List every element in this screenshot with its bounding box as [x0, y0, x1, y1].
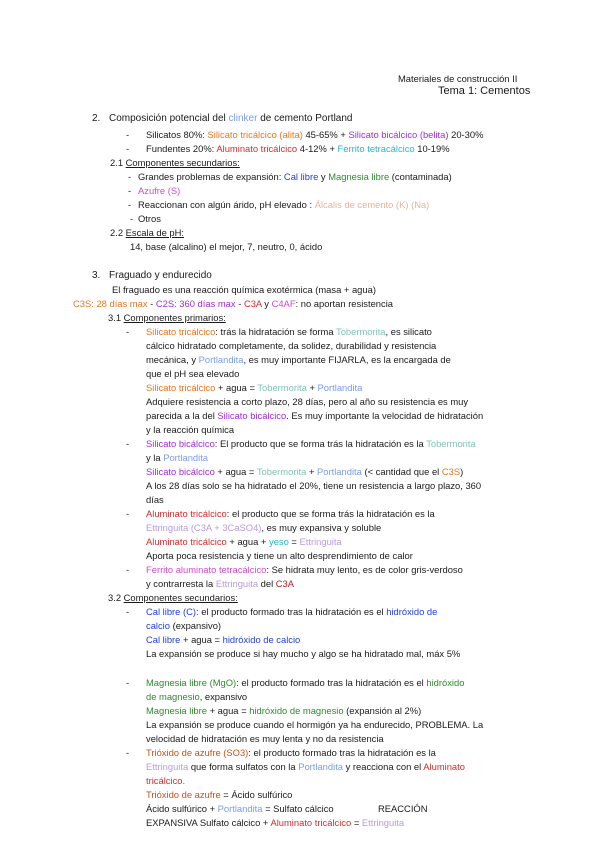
section-2-number: 2. [92, 113, 101, 124]
subsection-3-1: 3.1 Componentes primarios: [108, 312, 226, 323]
subsection-2-1: 2.1 Componentes secundarios: [110, 157, 240, 168]
p3-line1: Aluminato tricálcico: el producto que se forma trás la hidratación es la [146, 508, 435, 519]
q3-line2: Ettringuita que forma sulfatos con la Portlandita y reacciona con el Aluminato [146, 761, 465, 772]
q1-line4: La expansión se produce si hay mucho y algo se ha hidratado mal, máx 5% [146, 648, 461, 659]
q3-line4: Trióxido de azufre = Ácido sulfúrico [146, 789, 293, 800]
fraguado-intro: El fraguado es una reacción química exotérmica (masa + agua) [112, 284, 376, 295]
p2-line3: Silicato bicálcico + agua = Tobermorita + Portlandita (< cantidad que el C3S) [146, 466, 464, 477]
q2-line2: de magnesio, expansivo [146, 691, 248, 702]
bullet-dash: - [126, 129, 130, 140]
bullet-dash: - [126, 606, 130, 617]
p4-line1: Ferrito aluminato tetracálcico: Se hidrata muy lento, es de color gris-verdoso [146, 564, 463, 575]
bullet-dash: - [128, 171, 132, 182]
silicatos-line: Silicatos 80%: Silicato tricálcico (alita) 45-65% + Silicato bicálcico (belita) 20-30% [146, 129, 484, 140]
bullet-dash: - [126, 438, 130, 449]
p3-line4: Aporta poca resistencia y tiene un alto desprendimiento de calor [146, 550, 413, 561]
fraguado-times: C3S: 28 días max - C2S: 360 días max - C3A y C4AF: no aportan resistencia [73, 298, 394, 309]
ph-scale-text: 14, base (alcalino) el mejor, 7, neutro, 0, ácido [130, 241, 323, 252]
bullet-dash: - [126, 326, 130, 337]
p2-line4: A los 28 días solo se ha hidratado el 20%, tiene un resistencia a largo plazo, 360 [146, 480, 482, 491]
q3-line1: Trióxido de azufre (SO3): el producto formado tras la hidratación es la [146, 747, 436, 758]
q1-line2: calcio (expansivo) [146, 620, 222, 631]
p3-line2: Ettringuita (C3A + 3CaSO4), es muy expansiva y soluble [146, 522, 382, 533]
q3-line3: tricálcico. [146, 775, 186, 786]
p3-line3: Aluminato tricálcico + agua + yeso = Ettringuita [146, 536, 342, 547]
p4-line2: y contrarresta la Ettringuita del C3A [146, 578, 295, 589]
section-2-heading: Composición potencial del clinker de cemento Portland [109, 113, 353, 124]
bullet-dash: - [126, 747, 130, 758]
p2-line5: días [146, 494, 164, 505]
subsection-2-2: 2.2 Escala de pH: [110, 227, 185, 238]
q2-line4: La expansión se produce cuando el hormigón ya ha endurecido, PROBLEMA. La [146, 719, 484, 730]
q2-line5: velocidad de hidratación es muy lenta y no da resistencia [146, 733, 384, 744]
section-3-heading: Fraguado y endurecido [109, 270, 212, 281]
p1-line6: Adquiere resistencia a corto plazo, 28 días, pero al año su resistencia es muy [146, 396, 469, 407]
p1-line4: que el pH sea elevado [146, 368, 240, 379]
q3-line6: EXPANSIVA Sulfato cálcico + Aluminato tricálcico = Ettringuita [146, 817, 405, 828]
q1-line3: Cal libre + agua = hidróxido de calcio [146, 634, 301, 645]
p1-line8: y la reacción química [146, 424, 235, 435]
secundarios-azufre: Azufre (S) [138, 185, 181, 196]
p1-line3: mecánica, y Portlandita, es muy importante FIJARLA, es la encargada de [146, 354, 451, 365]
q2-line3: Magnesia libre + agua = hidróxido de magnesio (expansión al 2%) [146, 705, 422, 716]
p1-line7: parecida a la del Silicato bicálcico. Es muy importante la velocidad de hidratación [146, 410, 484, 421]
p2-line2: y la Portlandita [146, 452, 209, 463]
secundarios-alcalis: Reaccionan con algún árido, pH elevado : Álcalis de cemento (K) (Na) [138, 199, 430, 210]
secundarios-expansion: Grandes problemas de expansión: Cal libre y Magnesia libre (contaminada) [138, 171, 452, 182]
bullet-dash: - [130, 213, 134, 224]
course-title: Materiales de construcción II [398, 73, 518, 84]
p1-line1: Silicato tricálcico: trás la hidratación se forma Tobermorita, es silicato [146, 326, 432, 337]
bullet-dash: - [126, 143, 130, 154]
q1-line1: Cal libre (C): el producto formado tras la hidratación es el hidróxido de [146, 606, 438, 617]
topic-title: Tema 1: Cementos [438, 85, 531, 97]
q2-line1: Magnesia libre (MgO): el producto formado tras la hidratación es el hidróxido [146, 677, 465, 688]
p1-line2: cálcico hidratado completamente, da solidez, durabilidad y resistencia [146, 340, 437, 351]
bullet-dash: - [128, 185, 132, 196]
bullet-dash: - [126, 564, 130, 575]
section-3-number: 3. [92, 270, 101, 281]
subsection-3-2: 3.2 Componentes secundarios: [108, 592, 238, 603]
q3-reaccion-label: REACCIÓN [378, 803, 428, 814]
bullet-dash: - [128, 199, 132, 210]
secundarios-otros: Otros [138, 213, 161, 224]
p2-line1: Silicato bicálcico: El producto que se forma trás la hidratación es la Tobermorita [146, 438, 476, 449]
bullet-dash: - [126, 508, 130, 519]
bullet-dash: - [126, 677, 130, 688]
fundentes-line: Fundentes 20%: Aluminato tricálcico 4-12% + Ferrito tetracálcico 10-19% [146, 143, 450, 154]
p1-line5: Silicato tricálcico + agua = Tobermorita + Portlandita [146, 382, 363, 393]
q3-line5: Ácido sulfúrico + Portlandita = Sulfato cálcico [146, 803, 334, 814]
